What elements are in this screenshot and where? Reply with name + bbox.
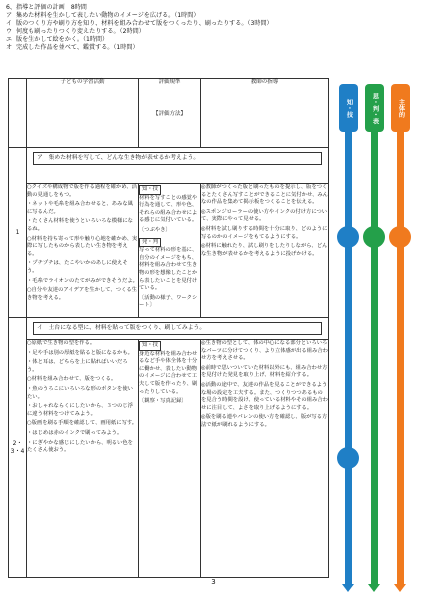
evaluation-criteria	[139, 184, 201, 318]
header-empty	[9, 79, 27, 148]
list-item: ・たくさん材料を使うといろいろな模様になるね。	[27, 218, 133, 232]
eval-label: 知・技	[139, 341, 161, 351]
table-row	[9, 148, 329, 184]
table-row	[9, 184, 329, 318]
evaluation-criteria	[139, 340, 201, 578]
teacher-guidance	[201, 184, 329, 318]
list-item: ○クイズや構成物で版を作る過程を確かめ、活動の見通しをもつ。	[27, 184, 138, 198]
list-item: ◎前時で思いついていた材料以外にも、組み合わせ方を見付けた発見を取り上げ、材料を紹介する。	[201, 364, 328, 379]
plan-item: イ 版のつくり方や刷り方を知り、材料を組み合わせて版をつくったり、刷ったりする。（3時間）	[6, 20, 273, 28]
header-teacher: 教師の指導	[201, 79, 329, 148]
table-row	[9, 318, 329, 340]
table-header-row	[9, 79, 329, 148]
lane-line-knowledge	[345, 110, 352, 584]
lane-dot-knowledge	[337, 447, 359, 469]
list-item: ◎材料に触れたり、試し刷りをしたりしながら、どんな生き物が表せるかを考えるように投げかける。	[201, 243, 328, 257]
lane-label-thinking: 思・判・表	[365, 84, 384, 132]
lane-label-initiative: 主体的	[391, 84, 410, 132]
header-eval-title: 評価規準	[158, 79, 181, 85]
activity-title: イ 土台になる型に、材料を貼って版をつくり、刷してみよう。	[33, 322, 322, 335]
lane-dot-knowledge	[337, 226, 359, 248]
list-item: ・おしゃれならくにしたいから、３つのじ浮に違う材料をつけてみよう。	[27, 403, 133, 417]
lane-dot-initiative	[389, 226, 411, 248]
list-item: ・魚のうろこにいろいろな形のボタンを使いたい。	[27, 385, 133, 400]
list-item: ・はじめは赤のインクで刷ってみよう。	[27, 429, 123, 436]
lane-line-initiative	[397, 110, 404, 584]
page-number: 3	[211, 578, 216, 586]
list-item: ・毛糸でライオンのたてがみができそうだよ。	[27, 277, 138, 284]
teacher-guidance	[201, 340, 329, 578]
lane-line-thinking	[371, 110, 378, 584]
header-eval	[139, 79, 201, 148]
eval-label: 発・判	[139, 238, 161, 248]
eval-method: 〔観察・写真記録〕	[139, 398, 187, 405]
header-eval-method: 【評価方法】	[152, 110, 186, 117]
list-item: ・にぎやかな感じにしたいから、明るい色をたくさん使おう。	[27, 439, 133, 454]
table-row	[9, 340, 329, 578]
eval-label: 知・技	[139, 185, 161, 195]
plan-item: オ 完成した作品を並べて、鑑賞する。（1時間）	[6, 44, 139, 52]
eval-text: 写って材料の形を基に、自分のイメージをもち、材料を組み合わせて生き物の形を想像したことから表したいことを見付けている。	[139, 247, 198, 292]
lane-label-knowledge: 知・技	[339, 84, 358, 132]
list-item: ・体と耳は、どちらを上に貼ればいいだろう。	[27, 359, 128, 373]
list-item: ◎生き物の型として、体の中心になる部分といろいろなパーツに分けてつくり、より立体感が出る組み合わせ方を考えさせる。	[201, 340, 328, 362]
activity-title: ア 集めた材料を写して、どんな生き物が表せるか考えよう。	[33, 152, 322, 165]
step-number: 2・3・4	[9, 318, 27, 578]
list-item: ○自分や友達のアイデアを生かして、つくる生き物を考える。	[27, 287, 137, 301]
list-item: ○原紙で生き物の型を作る。	[27, 340, 96, 346]
children-activities	[27, 184, 139, 318]
list-item: ◎材料を試し刷りする時間を十分に取り、どのように写るのかのイメージをもてるようにする。	[201, 225, 328, 240]
plan-heading: 6、指導と評価の計画 8時間	[6, 4, 87, 11]
step-number: 1	[9, 148, 27, 318]
list-item: ◎教師がつくった版と刷ったものを提示し、版をつくるとたくさん写すことができることに気付かせ、みんなの作品を集めて掲示板をつくることを伝える。	[201, 184, 328, 206]
eval-method: 〔活動の様子、ワークシート〕	[139, 294, 198, 309]
list-item: ・足や手は別の厚紙を貼ると版になるかも。	[27, 349, 133, 356]
plan-section	[6, 4, 346, 53]
lesson-plan-table	[8, 78, 329, 578]
list-item: ◎活動の途中で、友達の作品を見ることができるような場の設定を工夫する。また、つくりつつあるものを見合う時間を設け、使っている材料やその組み合わせに注目して、よさを取り上げるようにする。	[201, 381, 328, 411]
children-activities	[27, 340, 139, 578]
list-item: ○材料を持ち寄って形や触り心地を確かめ、実際に写したものから表したい生き物を考える。	[27, 235, 138, 257]
list-item: ◎版を刷る連やパレンの使い方を確認し、版が写る方法で紙が刷れるようにする。	[201, 414, 328, 428]
activity-title-cell	[27, 318, 329, 340]
list-item: ◎スポンジローラーの使い方やインクの付け方について、実際にやって見せる。	[201, 208, 328, 223]
plan-item: エ 版を生かして絵をかく。（1時間）	[6, 36, 109, 44]
activity-title-cell	[27, 148, 329, 184]
lane-dot-thinking	[363, 226, 385, 248]
plan-item: ウ 何度も刷ったりつくり変えたりする。（2時間）	[6, 28, 145, 36]
list-item: ・ネットや毛糸を組み合わせると、あみな風に写るんだ。	[27, 201, 133, 215]
eval-text: 材料を写すことの感覚や行為を通して、形や色、それらの組み合わせによる感じに気付いている。	[139, 194, 198, 224]
eval-text: 身近な材料を組み合わせるなど手や体全体を十分に働かせ、表したい動物のイメージに合わせて工夫して版を作ったり、刷ったりしている。	[139, 350, 198, 395]
plan-item: ア 集めた材料を生かして表したい動物のイメージを広げる。（1時間）	[6, 12, 200, 20]
eval-method: 〔つぶやき〕	[139, 226, 171, 233]
list-item: ○版画を刷る手順を確認して、画用紙に写す。	[27, 420, 138, 427]
header-activity: 子どもの学習活動	[27, 79, 139, 148]
list-item: ○材料を組み合わせて、版をつくる。	[27, 376, 117, 383]
list-item: ・プチプチは、たこやいかのあしに使えそう。	[27, 260, 128, 274]
